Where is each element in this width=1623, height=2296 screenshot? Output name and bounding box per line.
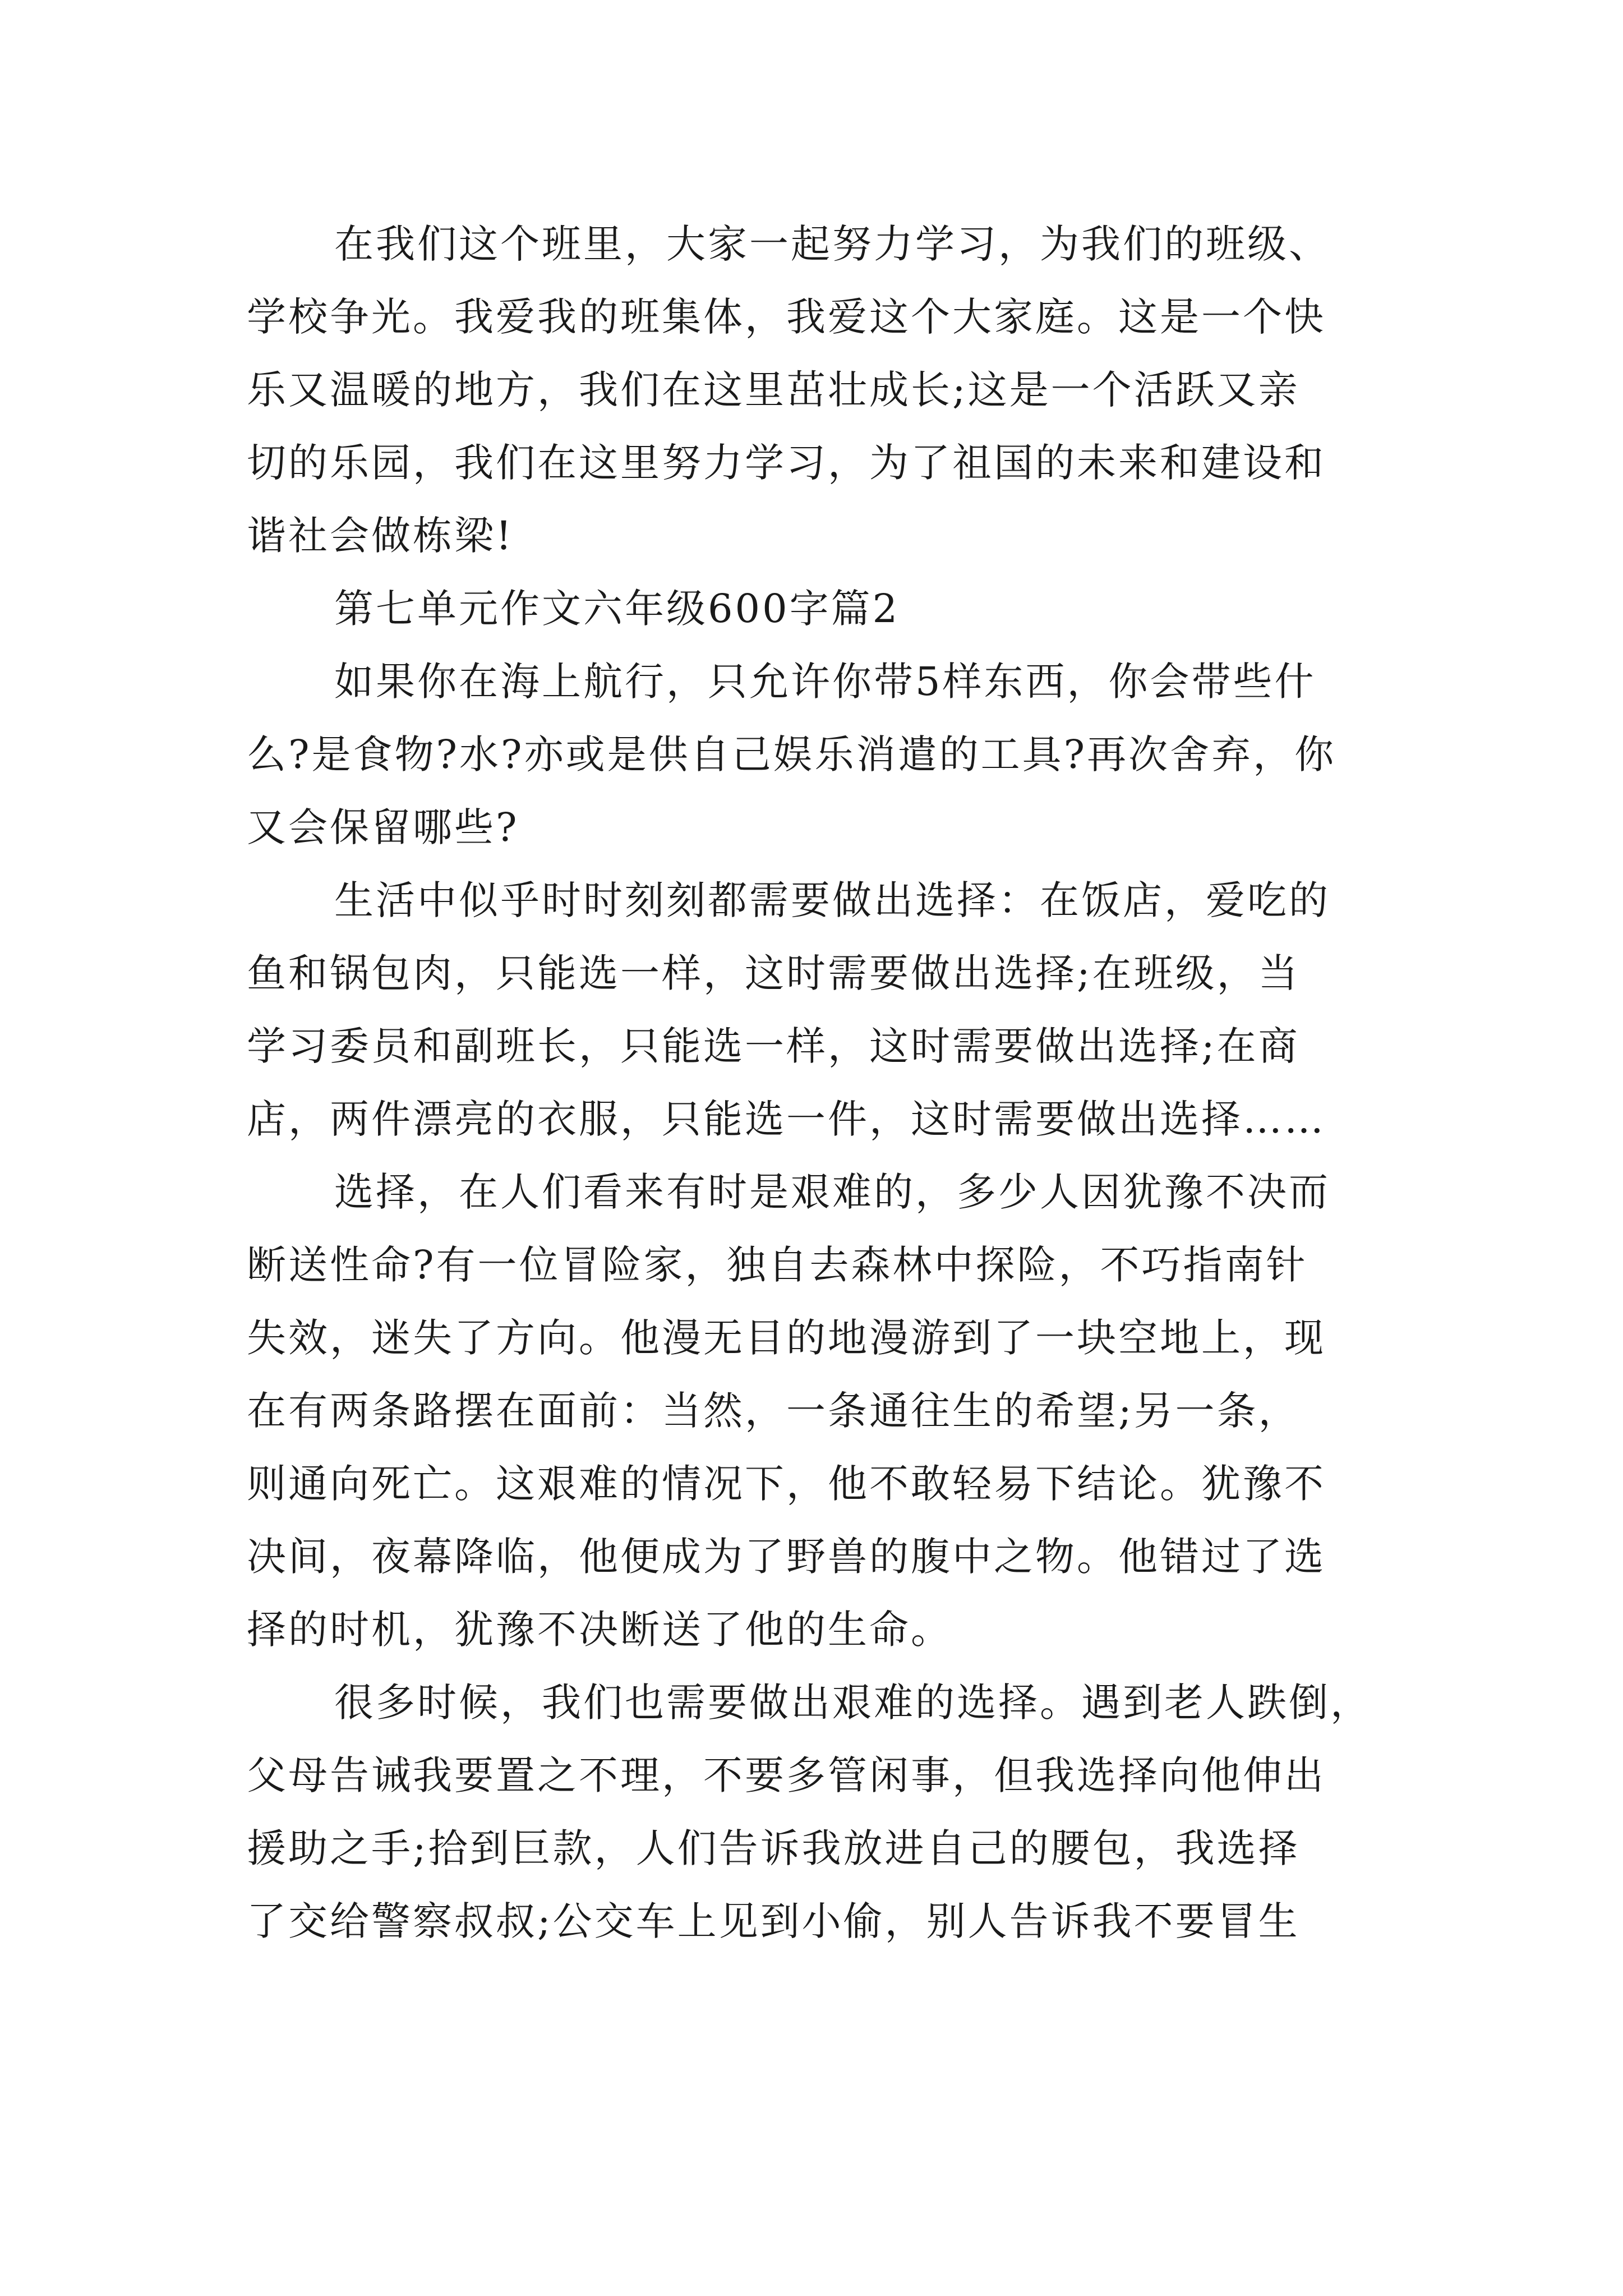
text-line: 切的乐园，我们在这里努力学习，为了祖国的未来和建设和 [247,440,1326,486]
text-line: 鱼和锅包肉，只能选一样，这时需要做出选择;在班级，当 [247,950,1300,996]
text-line: 援助之手;拾到巨款，人们告诉我放进自己的腰包，我选择 [247,1825,1300,1871]
text-line: 学习委员和副班长，只能选一样，这时需要做出选择;在商 [247,1023,1300,1069]
text-line: 学校争光。我爱我的班集体，我爱这个大家庭。这是一个快 [247,294,1326,340]
text-line: 很多时候，我们也需要做出艰难的选择。遇到老人跌倒， [334,1680,1372,1726]
section-heading: 第七单元作文六年级600字篇2 [334,586,900,632]
text-line: 生活中似乎时时刻刻都需要做出选择：在饭店，爱吃的 [334,877,1330,923]
text-line: 选择，在人们看来有时是艰难的，多少人因犹豫不决而 [334,1169,1330,1215]
text-line: 决间，夜幕降临，他便成为了野兽的腹中之物。他错过了选 [247,1534,1326,1580]
text-line: 谐社会做栋梁! [247,513,514,559]
text-line: 了交给警察叔叔;公交车上见到小偷，别人告诉我不要冒生 [247,1898,1300,1944]
document-body [247,208,1396,1958]
text-line: 么?是食物?水?亦或是供自己娱乐消遣的工具?再次舍弃，你 [247,731,1336,777]
text-line: 在有两条路摆在面前：当然，一条通往生的希望;另一条， [247,1388,1300,1434]
text-line: 在我们这个班里，大家一起努力学习，为我们的班级、 [334,221,1330,267]
text-line: 断送性命?有一位冒险家，独自去森林中探险，不巧指南针 [247,1242,1308,1288]
text-line: 乐又温暖的地方，我们在这里茁壮成长;这是一个活跃又亲 [247,367,1300,413]
text-line: 又会保留哪些? [247,804,519,850]
text-line: 父母告诫我要置之不理，不要多管闲事，但我选择向他伸出 [247,1752,1326,1798]
text-line: 失效，迷失了方向。他漫无目的地漫游到了一块空地上，现 [247,1315,1326,1361]
text-line: 如果你在海上航行，只允许你带5样东西，你会带些什 [334,659,1316,705]
text-line: 则通向死亡。这艰难的情况下，他不敢轻易下结论。犹豫不 [247,1461,1326,1507]
text-line: 店，两件漂亮的衣服，只能选一件，这时需要做出选择…… [247,1096,1326,1142]
text-line: 择的时机，犹豫不决断送了他的生命。 [247,1607,952,1653]
